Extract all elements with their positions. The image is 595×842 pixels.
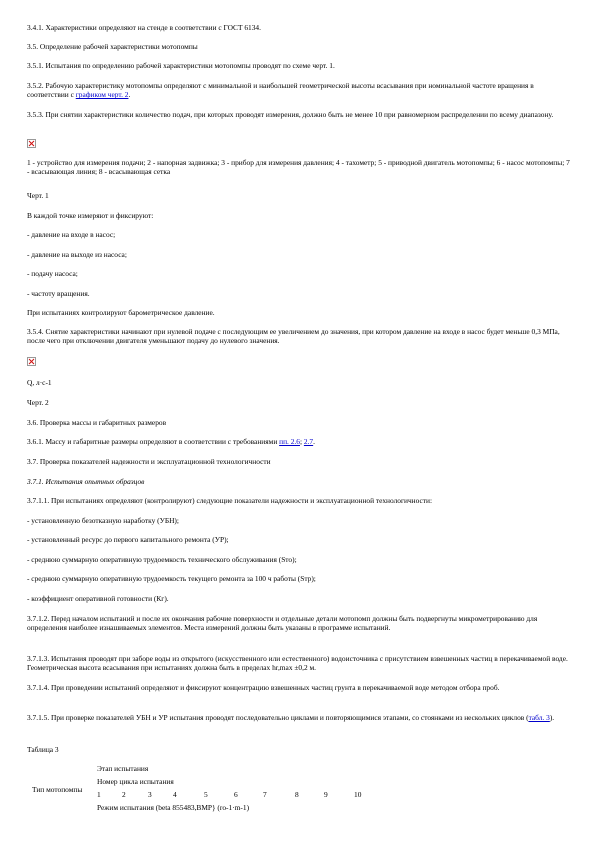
paragraph-3-7-1-3: 3.7.1.3. Испытания проводят при заборе воды из открытого (искусственного или естественного) водоисточника с присутствием взвешенных частиц в перекачиваемой воде. Геометрическая высота всасывания при испытаниях должна быть в пределах hr,max ±0,2 м. xyxy=(27,654,568,673)
paragraph-text: . xyxy=(313,437,315,446)
table-cycle-number: 4 xyxy=(173,790,177,799)
link-clause-2-6[interactable]: пп. 2.6 xyxy=(279,437,300,446)
paragraph-text: 3.5.2. Рабочую характеристику мотопомпы определяют с минимальной и наибольшей геометрической высоты всасывания при номинальной частоте вращения в соответствии с xyxy=(27,81,534,100)
paragraph-text: . xyxy=(128,90,131,100)
list-item: - установленный ресурс до первого капитального ремонта (УР); xyxy=(27,535,229,544)
paragraph-3-5-1: 3.5.1. Испытания по определению рабочей характеристики мотопомпы проводят по схеме черт. 1. xyxy=(27,61,335,70)
paragraph-3-6-1 xyxy=(27,437,572,446)
paragraph-3-7-1-4: 3.7.1.4. При проведении испытаний определяют и фиксируют концентрацию взвешенных частиц грунта в перекачиваемой воде методом отбора проб. xyxy=(27,683,500,692)
table-cycle-number: 10 xyxy=(354,790,362,799)
heading-3-7: 3.7. Проверка показателей надежности и эксплуатационной технологичности xyxy=(27,457,271,466)
list-item: - давление на входе в насос; xyxy=(27,230,116,239)
paragraph-3-5-4: 3.5.4. Снятие характеристики начинают при нулевой подаче с последующим ее увеличением до значения, при котором давление на входе в насос будет меньше 0,3 МПа, после чего при отключении двигателя уменьшают подачу до нулевого значения. xyxy=(27,327,560,346)
table-cycle-number: 9 xyxy=(324,790,328,799)
table-cycle-number: 6 xyxy=(234,790,238,799)
barometric-note: При испытаниях контролируют барометрическое давление. xyxy=(27,308,215,317)
paragraph-text: ). xyxy=(549,713,555,722)
link-table-3[interactable]: табл. 3 xyxy=(528,713,550,722)
list-item: - давление на выходе из насоса; xyxy=(27,250,127,259)
broken-image-icon xyxy=(27,139,36,148)
measurements-intro: В каждой точке измеряют и фиксируют: xyxy=(27,211,154,220)
paragraph-text: ; xyxy=(299,437,304,446)
heading-3-7-1: 3.7.1. Испытания опытных образцов xyxy=(27,477,145,486)
table-header-cycle: Номер цикла испытания xyxy=(97,777,174,786)
paragraph-text: 3.6.1. Массу и габаритные размеры определяют в соответствии с требованиями xyxy=(27,437,280,446)
list-item: - установленную безотказную наработку (УБН); xyxy=(27,516,179,525)
table-cycle-number: 8 xyxy=(295,790,299,799)
list-item: - среднюю суммарную оперативную трудоемкость технического обслуживания (Sто); xyxy=(27,555,297,564)
link-chart-2[interactable]: графиком черт. 2 xyxy=(75,90,129,100)
table-cycle-number: 3 xyxy=(148,790,152,799)
paragraph-3-7-1-1: 3.7.1.1. При испытаниях определяют (контролируют) следующие показатели надежности и эксплуатационной технологичности: xyxy=(27,496,433,505)
list-item: - частоту вращения. xyxy=(27,289,90,298)
list-item: - среднюю суммарную оперативную трудоемкость текущего ремонта за 100 ч работы (Sтр); xyxy=(27,574,316,583)
figure-1-caption: Черт. 1 xyxy=(27,191,49,200)
table-cycle-number: 2 xyxy=(122,790,126,799)
heading-3-5: 3.5. Определение рабочей характеристики мотопомпы xyxy=(27,42,198,51)
paragraph-3-5-3: 3.5.3. При снятии характеристики количество подач, при которых проводят измерения, должно быть не менее 10 при равномерном распределении по всему диапазону. xyxy=(27,110,554,119)
list-item: - подачу насоса; xyxy=(27,269,78,278)
figure-2-caption: Черт. 2 xyxy=(27,398,49,407)
table-cycle-number: 7 xyxy=(263,790,267,799)
link-clause-2-7[interactable]: 2.7 xyxy=(303,437,314,446)
table-cycle-number: 1 xyxy=(97,790,101,799)
axis-q-label: Q, л·с-1 xyxy=(27,378,52,387)
table-header-mode: Режим испытания (beta 855483,BMP} (ro-1·m-1) xyxy=(97,803,250,812)
broken-image-icon xyxy=(27,357,36,366)
table-header-pump-type: Тип мотопомпы xyxy=(32,785,83,794)
paragraph-3-5-2 xyxy=(27,81,572,100)
paragraph-3-4-1: 3.4.1. Характеристики определяют на стенде в соответствии с ГОСТ 6134. xyxy=(27,23,261,32)
table-cycle-number: 5 xyxy=(204,790,208,799)
figure-1-legend: 1 - устройство для измерения подачи; 2 - напорная задвижка; 3 - прибор для измерения давления; 4 - тахометр; 5 - приводной двигатель мотопомпы; 6 - насос мотопомпы; 7 - всасывающая линия; 8 - всасывающая сетка xyxy=(27,158,570,177)
table-header-stage: Этап испытания xyxy=(97,764,149,773)
table-3-title: Таблица 3 xyxy=(27,745,59,754)
list-item: - коэффициент оперативной готовности (Кг). xyxy=(27,594,169,603)
paragraph-text: 3.7.1.5. При проверке показателей УБН и УР испытания проводят последовательно циклами и повторяющимися этапами, со стоянками из нескольких циклов ( xyxy=(27,713,529,722)
paragraph-3-7-1-2: 3.7.1.2. Перед началом испытаний и после их окончания рабочие поверхности и отдельные детали мотопомп должны быть подвергнуты микрометрированию для определения наиболее изнашиваемых элементов. Места измерений должны быть указаны в программе испытаний. xyxy=(27,614,538,633)
heading-3-6: 3.6. Проверка массы и габаритных размеров xyxy=(27,418,167,427)
paragraph-3-7-1-5 xyxy=(27,713,572,722)
